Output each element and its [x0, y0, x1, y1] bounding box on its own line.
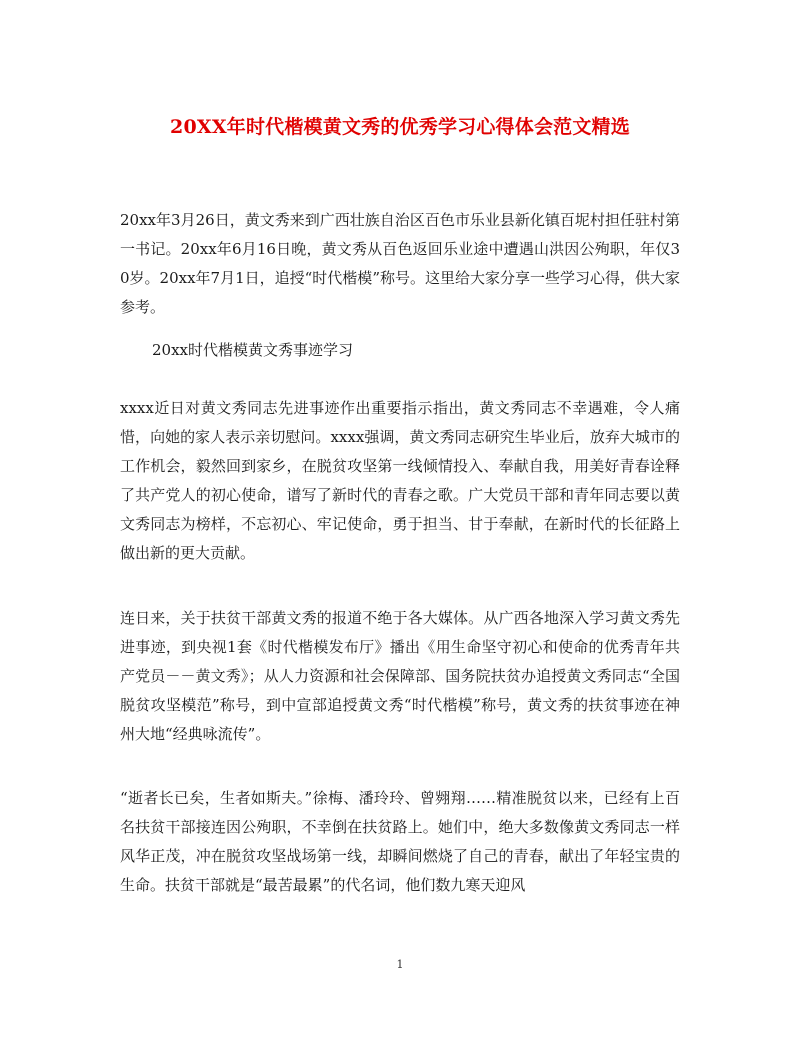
- intro-paragraph: [120, 206, 680, 322]
- document-title: 20XX年时代楷模黄文秀的优秀学习心得体会范文精选: [170, 116, 630, 138]
- section-heading: 20xx时代楷模黄文秀事迹学习: [152, 341, 354, 359]
- body-paragraph-2: [120, 604, 680, 749]
- paragraph-text: xxxx近日对黄文秀同志先进事迹作出重要指示指出，黄文秀同志不幸遇难，令人痛惜，向她的家人表示亲切慰问。xxxx强调，黄文秀同志研究生毕业后，放弃大城市的工作机会，毅然回到家乡，在脱贫攻坚第一线倾情投入、奉献自我，用美好青春诠释了共产党人的初心使命，谱写了新时代的青春之歌。广大党员干部和青年同志要以黄文秀同志为榜样，不忘初心、牢记使命，勇于担当、甘于奉献，在新时代的长征路上做出新的更大贡献。: [120, 399, 680, 562]
- body-paragraph-3: [120, 784, 680, 900]
- body-paragraph-1: [120, 394, 680, 568]
- paragraph-text: “逝者长已矣，生者如斯夫。”徐梅、潘玲玲、曾翙翔……精准脱贫以来，已经有上百名扶贫干部接连因公殉职，不幸倒在扶贫路上。她们中，绝大多数像黄文秀同志一样风华正茂，冲在脱贫攻坚战场第一线，却瞬间燃烧了自己的青春，献出了年轻宝贵的生命。扶贫干部就是“最苦最累”的代名词，他们数九寒天迎风: [120, 789, 680, 894]
- page-number: 1: [396, 958, 404, 971]
- paragraph-text: 20xx年3月26日，黄文秀来到广西壮族自治区百色市乐业县新化镇百坭村担任驻村第一书记。20xx年6月16日晚，黄文秀从百色返回乐业途中遭遇山洪因公殉职，年仅30岁。20xx年7月1日，追授“时代楷模”称号。这里给大家分享一些学习心得，供大家参考。: [120, 211, 680, 316]
- paragraph-text: 连日来，关于扶贫干部黄文秀的报道不绝于各大媒体。从广西各地深入学习黄文秀先进事迹，到央视1套《时代楷模发布厅》播出《用生命坚守初心和使命的优秀青年共产党员－－黄文秀》；从人力资源和社会保障部、国务院扶贫办追授黄文秀同志“全国脱贫攻坚模范”称号，到中宣部追授黄文秀“时代楷模”称号，黄文秀的扶贫事迹在神州大地“经典咏流传”。: [120, 609, 680, 743]
